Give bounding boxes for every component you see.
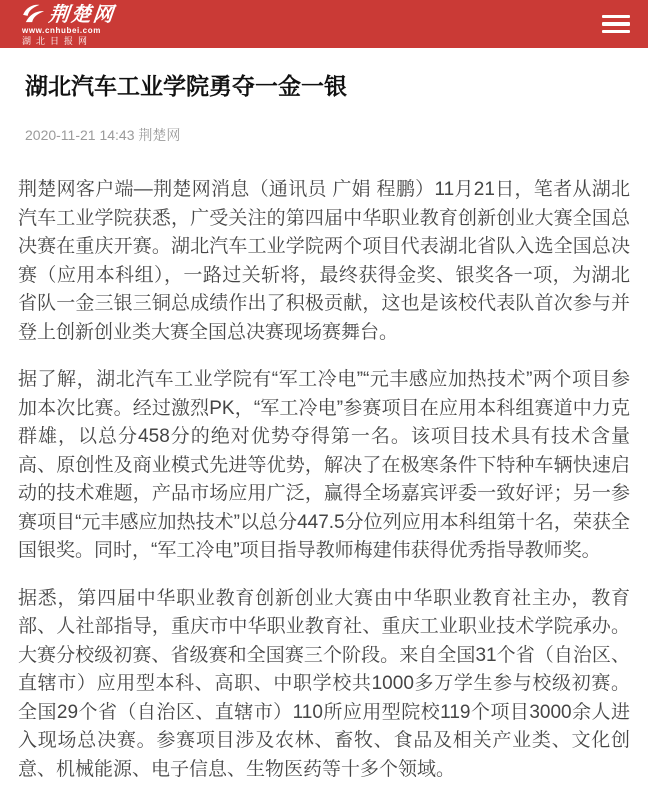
- article-meta: 2020-11-21 14:43 荆楚网: [25, 127, 181, 144]
- hamburger-bar: [602, 15, 630, 19]
- article-paragraph: 据悉，第四届中华职业教育创新创业大赛由中华职业教育社主办，教育部、人社部指导，重庆市中华职业教育社、重庆工业职业技术学院承办。大赛分校级初赛、省级赛和全国赛三个阶段。来自全国31个省（自治区、直辖市）应用型本科、高职、中职学校共1000多万学生参与校级初赛。全国29个省（自治区、直辖市）110所应用型院校119个项目3000余人进入现场总决赛。参赛项目涉及农林、畜牧、食品及相关产业类、文化创意、机械能源、电子信息、生物医药等十多个领域。: [18, 587, 630, 780]
- hamburger-menu-icon[interactable]: [602, 11, 630, 38]
- hamburger-bar: [602, 30, 630, 34]
- article-paragraph: 据了解，湖北汽车工业学院有“军工冷电”“元丰感应加热技术”两个项目参加本次比赛。经过激烈PK，“军工冷电”参赛项目在应用本科组赛道中力克群雄，以总分458分的绝对优势夺得第一名。该项目技术具有技术含量高、原创性及商业模式先进等优势，解决了在极寒条件下特种车辆快速启动的技术难题，产品市场应用广泛，赢得全场嘉宾评委一致好评；另一参赛项目“元丰感应加热技术”以总分447.5分位列应用本科组第十名，荣获全国银奖。同时，“军工冷电”项目指导教师梅建伟获得优秀指导教师奖。: [18, 369, 630, 562]
- article-page: [0, 71, 648, 784]
- article-body: [18, 176, 630, 784]
- article-paragraph: 荆楚网客户端—荆楚网消息（通讯员 广娟 程鹏）11月21日，笔者从湖北汽车工业学院获悉，广受关注的第四届中华职业教育创新创业大赛全国总决赛在重庆开赛。湖北汽车工业学院两个项目代表湖北省队入选全国总决赛（应用本科组），一路过关斩将，最终获得金奖、银奖各一项，为湖北省队一金三银三铜总成绩作出了积极贡献，这也是该校代表队首次参与并登上创新创业类大赛全国总决赛现场赛舞台。: [18, 179, 630, 343]
- logo-url: www.cnhubei.com: [22, 25, 101, 35]
- article-title: 湖北汽车工业学院勇夺一金一银: [25, 73, 347, 99]
- site-logo[interactable]: [22, 1, 117, 46]
- logo-subtitle: 湖北日报网: [22, 35, 93, 46]
- logo-title: 荆楚网: [47, 1, 117, 26]
- logo-swoosh-icon: [22, 4, 46, 24]
- site-header: [0, 0, 648, 48]
- hamburger-bar: [602, 22, 630, 26]
